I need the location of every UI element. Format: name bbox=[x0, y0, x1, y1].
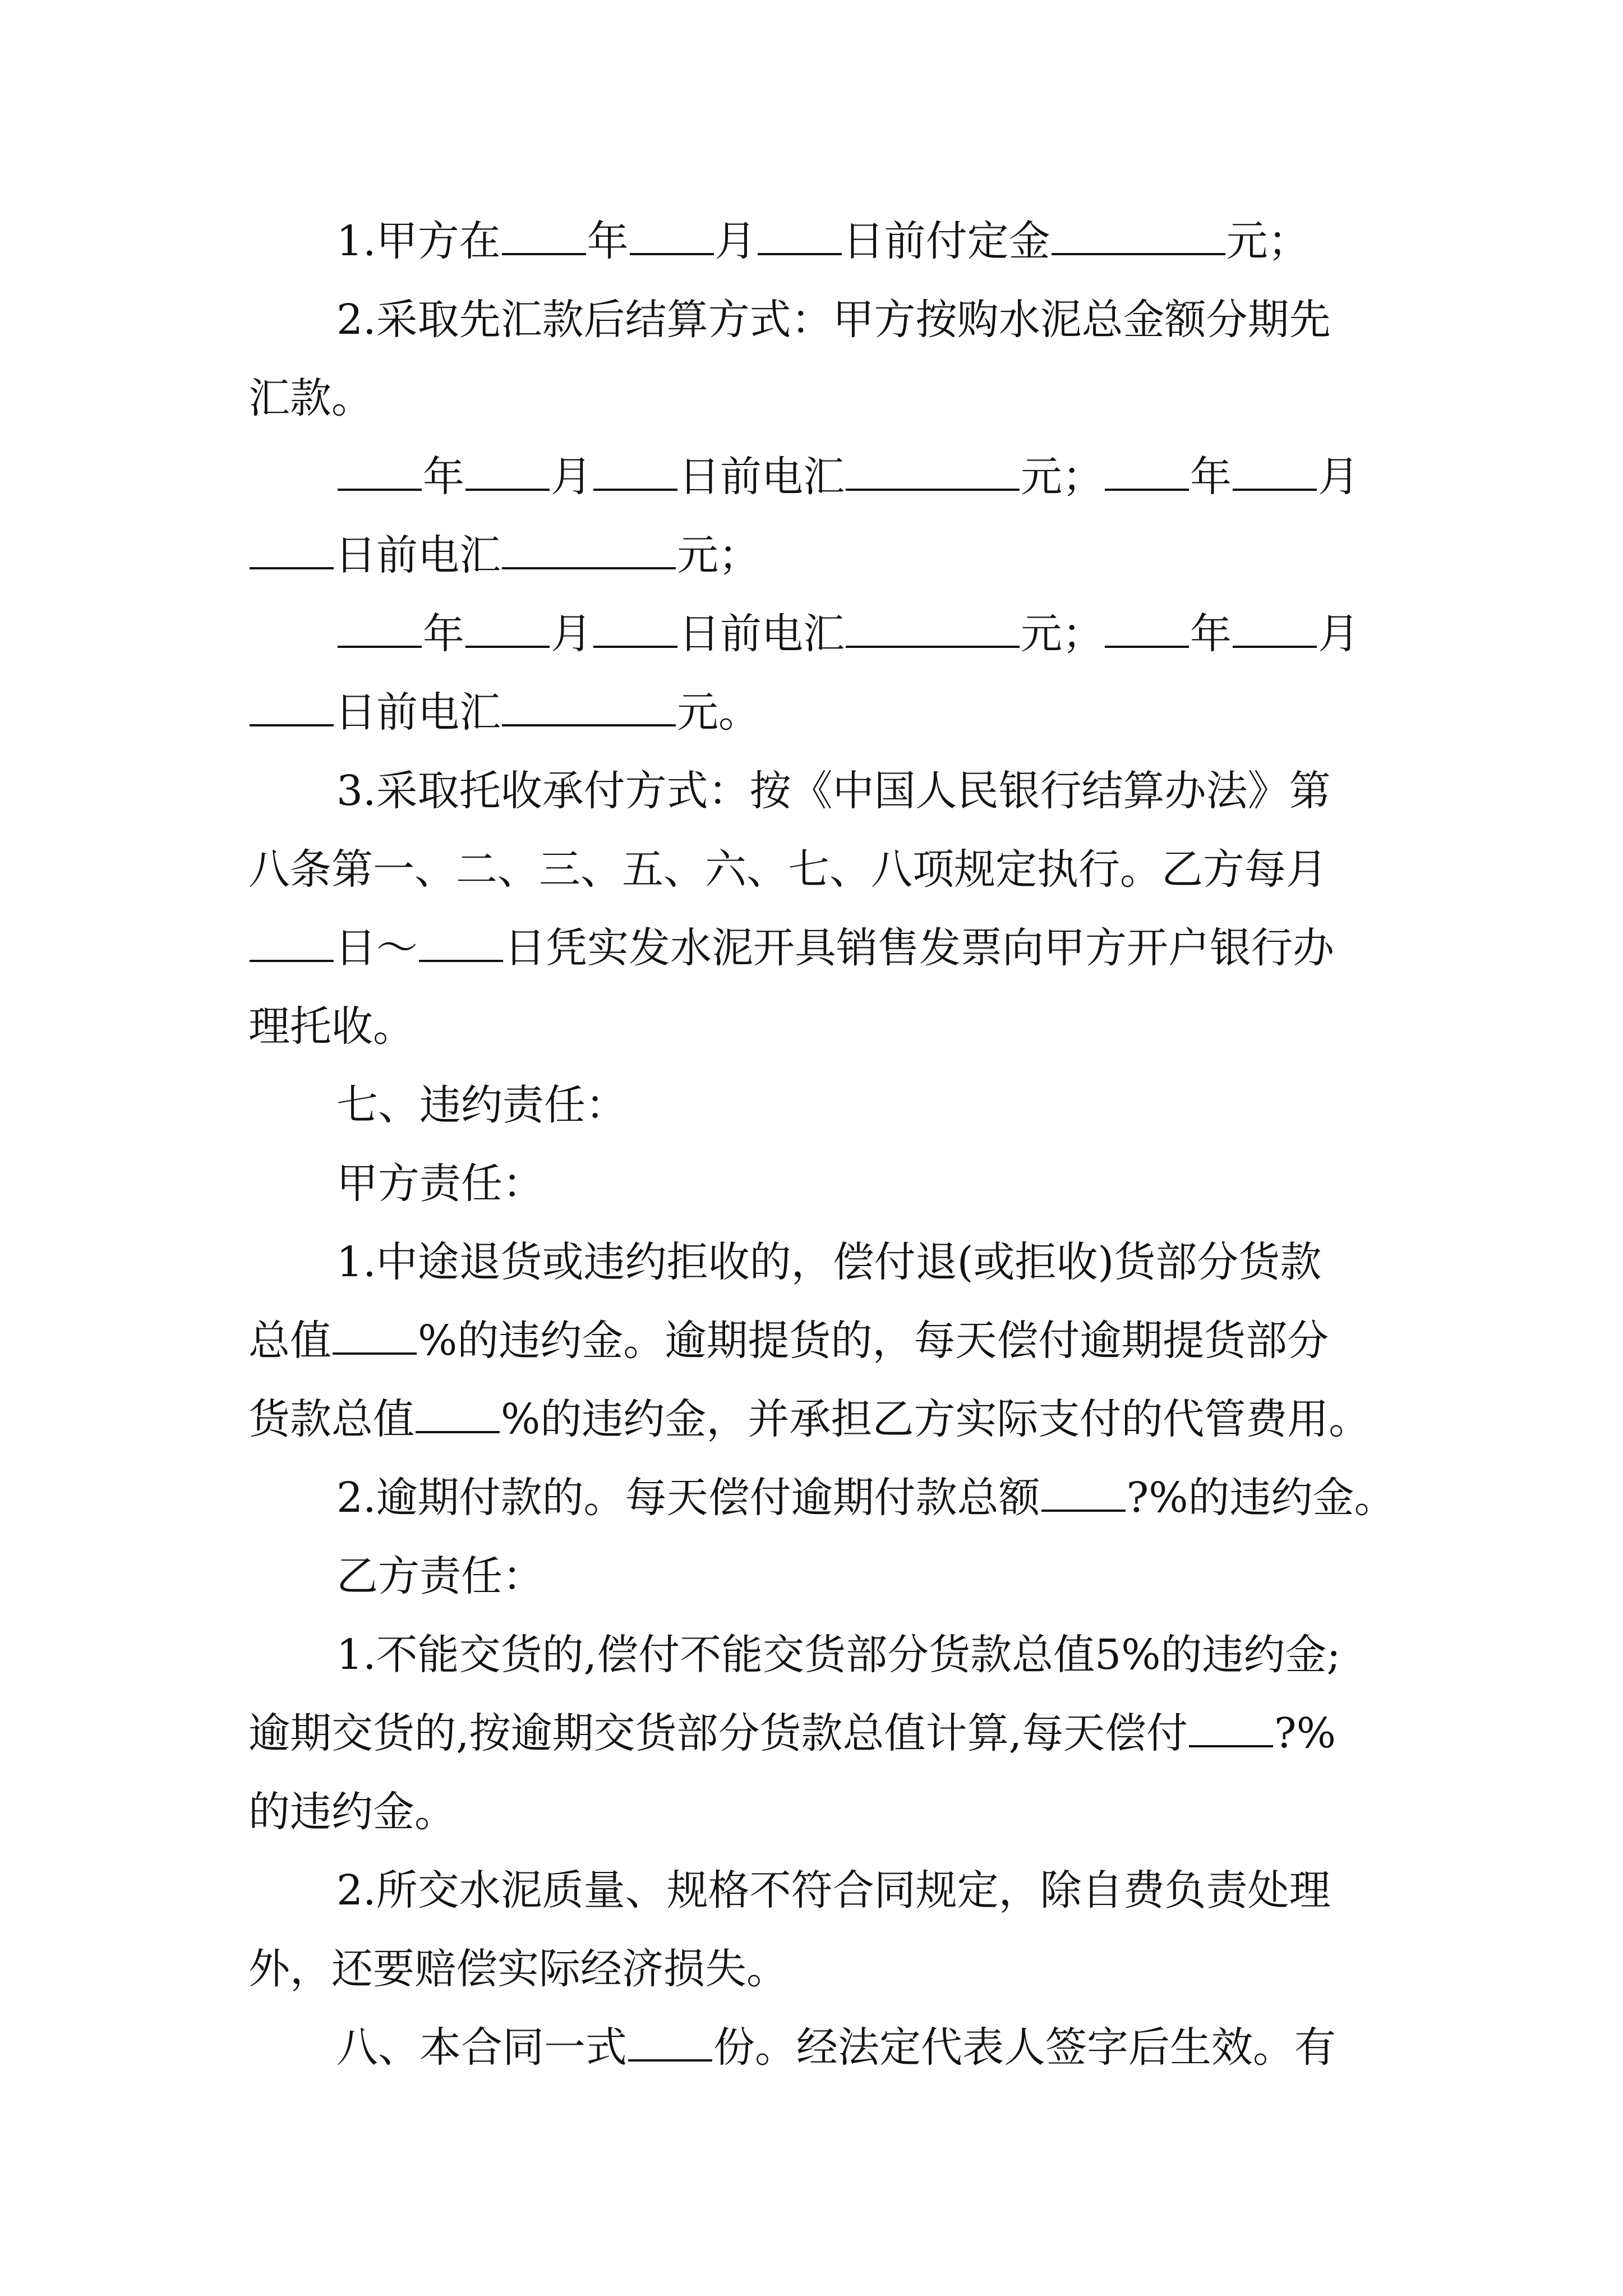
blank-year bbox=[338, 643, 422, 648]
section-8-line bbox=[0, 2014, 1623, 2081]
yuan-label: 元； bbox=[1021, 610, 1104, 658]
month-label: 月 bbox=[551, 610, 592, 658]
clause-text: ?% bbox=[1274, 1709, 1336, 1757]
clause-6-3-text: 日凭实发水泥开具销售发票向甲方开户银行办 bbox=[504, 924, 1334, 972]
month-label: 月 bbox=[551, 453, 592, 501]
clause-6-2-text: 2.采取先汇款后结算方式：甲方按购水泥总金额分期先 bbox=[336, 296, 1331, 344]
clause-6-1-deposit bbox=[0, 208, 1623, 275]
clause-text: %的违约金。逾期提货的，每天偿付逾期提货部分 bbox=[418, 1317, 1329, 1365]
blank-percent bbox=[333, 1350, 417, 1355]
month-label: 月 bbox=[1318, 610, 1359, 658]
blank-day-start bbox=[250, 958, 334, 962]
section-8-text: 八、本合同一式 bbox=[336, 2023, 627, 2072]
clause-6-3-text-end: 理托收。 bbox=[248, 1002, 414, 1051]
year-label: 年 bbox=[1190, 453, 1232, 501]
clause-text: 1.中途退货或违约拒收的，偿付退(或拒收)货部分货款 bbox=[336, 1238, 1322, 1286]
remit-label: 日前电汇 bbox=[335, 688, 501, 737]
clause-text: 货款总值 bbox=[248, 1395, 414, 1443]
blank-percent bbox=[416, 1429, 500, 1433]
remit-label: 日前电汇 bbox=[679, 453, 845, 501]
blank-amount bbox=[502, 722, 676, 726]
installment-row-1 bbox=[0, 443, 1623, 510]
blank-year bbox=[1105, 486, 1189, 491]
yuan-label: 元。 bbox=[677, 688, 760, 737]
party-b-clause-2-line-1 bbox=[0, 1857, 1623, 1924]
yuan-label: 元； bbox=[677, 531, 760, 579]
blank-amount bbox=[846, 643, 1020, 648]
remit-label: 日前电汇 bbox=[679, 610, 845, 658]
clause-text: 逾期交货的,按逾期交货部分货款总值计算,每天偿付 bbox=[248, 1709, 1188, 1757]
section-8-text: 份。经法定代表人签字后生效。有 bbox=[713, 2023, 1336, 2072]
blank-day bbox=[593, 486, 677, 491]
clause-6-2-line-1 bbox=[0, 286, 1623, 353]
blank-day bbox=[593, 643, 677, 648]
blank-day bbox=[250, 565, 334, 569]
section-heading-text: 七、违约责任： bbox=[336, 1081, 627, 1129]
clause-6-3-text: 3.采取托收承付方式：按《中国人民银行结算办法》第 bbox=[336, 767, 1331, 815]
party-b-label: 乙方责任： bbox=[336, 1552, 544, 1600]
section-7-heading bbox=[0, 1071, 1623, 1139]
remit-label: 日前电汇 bbox=[335, 531, 501, 579]
blank-month bbox=[465, 486, 550, 491]
clause-text: 2.逾期付款的。每天偿付逾期付款总额 bbox=[336, 1474, 1040, 1522]
clause-text: 1.不能交货的,偿付不能交货部分货款总值5%的违约金; bbox=[336, 1631, 1341, 1679]
blank-month bbox=[1233, 486, 1317, 491]
clause-6-2-text-end: 汇款。 bbox=[248, 374, 373, 422]
yuan-label: 元； bbox=[1021, 453, 1104, 501]
blank-year bbox=[1105, 643, 1189, 648]
day-range-label: 日～ bbox=[335, 924, 418, 972]
clause-6-3-text: 八条第一、二、三、五、六、七、八项规定执行。乙方每月 bbox=[248, 845, 1327, 894]
blank-year bbox=[502, 251, 586, 255]
clause-text: %的违约金，并承担乙方实际支付的代管费用。 bbox=[501, 1395, 1371, 1443]
party-a-label: 甲方责任： bbox=[336, 1159, 544, 1208]
party-a-clause-1-line-3 bbox=[0, 1386, 1623, 1453]
clause-6-3-line-2 bbox=[0, 836, 1623, 903]
month-label: 月 bbox=[1318, 453, 1359, 501]
party-b-clause-2-line-2 bbox=[0, 1935, 1623, 2003]
yuan-label: 元； bbox=[1226, 217, 1310, 265]
clause-text: ?%的违约金。 bbox=[1126, 1474, 1396, 1522]
year-label: 年 bbox=[1190, 610, 1232, 658]
blank-amount bbox=[1052, 251, 1225, 255]
blank-day bbox=[250, 722, 334, 726]
party-b-clause-1-line-3 bbox=[0, 1778, 1623, 1846]
blank-month bbox=[1233, 643, 1317, 648]
party-b-clause-1-line-2 bbox=[0, 1700, 1623, 1767]
year-label: 年 bbox=[587, 217, 629, 265]
party-a-clause-1-line-1 bbox=[0, 1228, 1623, 1296]
year-label: 年 bbox=[423, 453, 464, 501]
deposit-intro: 1.甲方在 bbox=[336, 217, 501, 265]
party-a-clause-1-line-2 bbox=[0, 1307, 1623, 1374]
clause-text: 总值 bbox=[248, 1317, 331, 1365]
blank-amount bbox=[502, 565, 676, 569]
blank-copies bbox=[628, 2057, 712, 2062]
blank-day-end bbox=[419, 958, 503, 962]
clause-text: 2.所交水泥质量、规格不符合同规定，除自费负责处理 bbox=[336, 1866, 1331, 1915]
clause-text: 的违约金。 bbox=[248, 1788, 456, 1836]
blank-percent bbox=[1041, 1507, 1126, 1512]
installment-row-2-cont bbox=[0, 679, 1623, 746]
installment-row-2 bbox=[0, 600, 1623, 668]
party-b-heading bbox=[0, 1543, 1623, 1610]
clause-text: 外，还要赔偿实际经济损失。 bbox=[248, 1945, 788, 1993]
clause-6-3-line-1 bbox=[0, 757, 1623, 825]
installment-row-1-cont bbox=[0, 522, 1623, 589]
clause-6-2-line-2 bbox=[0, 365, 1623, 432]
blank-day bbox=[758, 251, 842, 255]
blank-month bbox=[630, 251, 714, 255]
deposit-text: 日前付定金 bbox=[842, 217, 1050, 265]
clause-6-3-line-4 bbox=[0, 993, 1623, 1060]
month-label: 月 bbox=[714, 217, 757, 265]
party-a-clause-2 bbox=[0, 1464, 1623, 1531]
blank-year bbox=[338, 486, 422, 491]
blank-month bbox=[465, 643, 550, 648]
party-a-heading bbox=[0, 1150, 1623, 1217]
blank-amount bbox=[846, 486, 1020, 491]
clause-6-3-line-3 bbox=[0, 914, 1623, 982]
blank-percent bbox=[1189, 1743, 1273, 1747]
year-label: 年 bbox=[423, 610, 464, 658]
party-b-clause-1-line-1 bbox=[0, 1621, 1623, 1688]
